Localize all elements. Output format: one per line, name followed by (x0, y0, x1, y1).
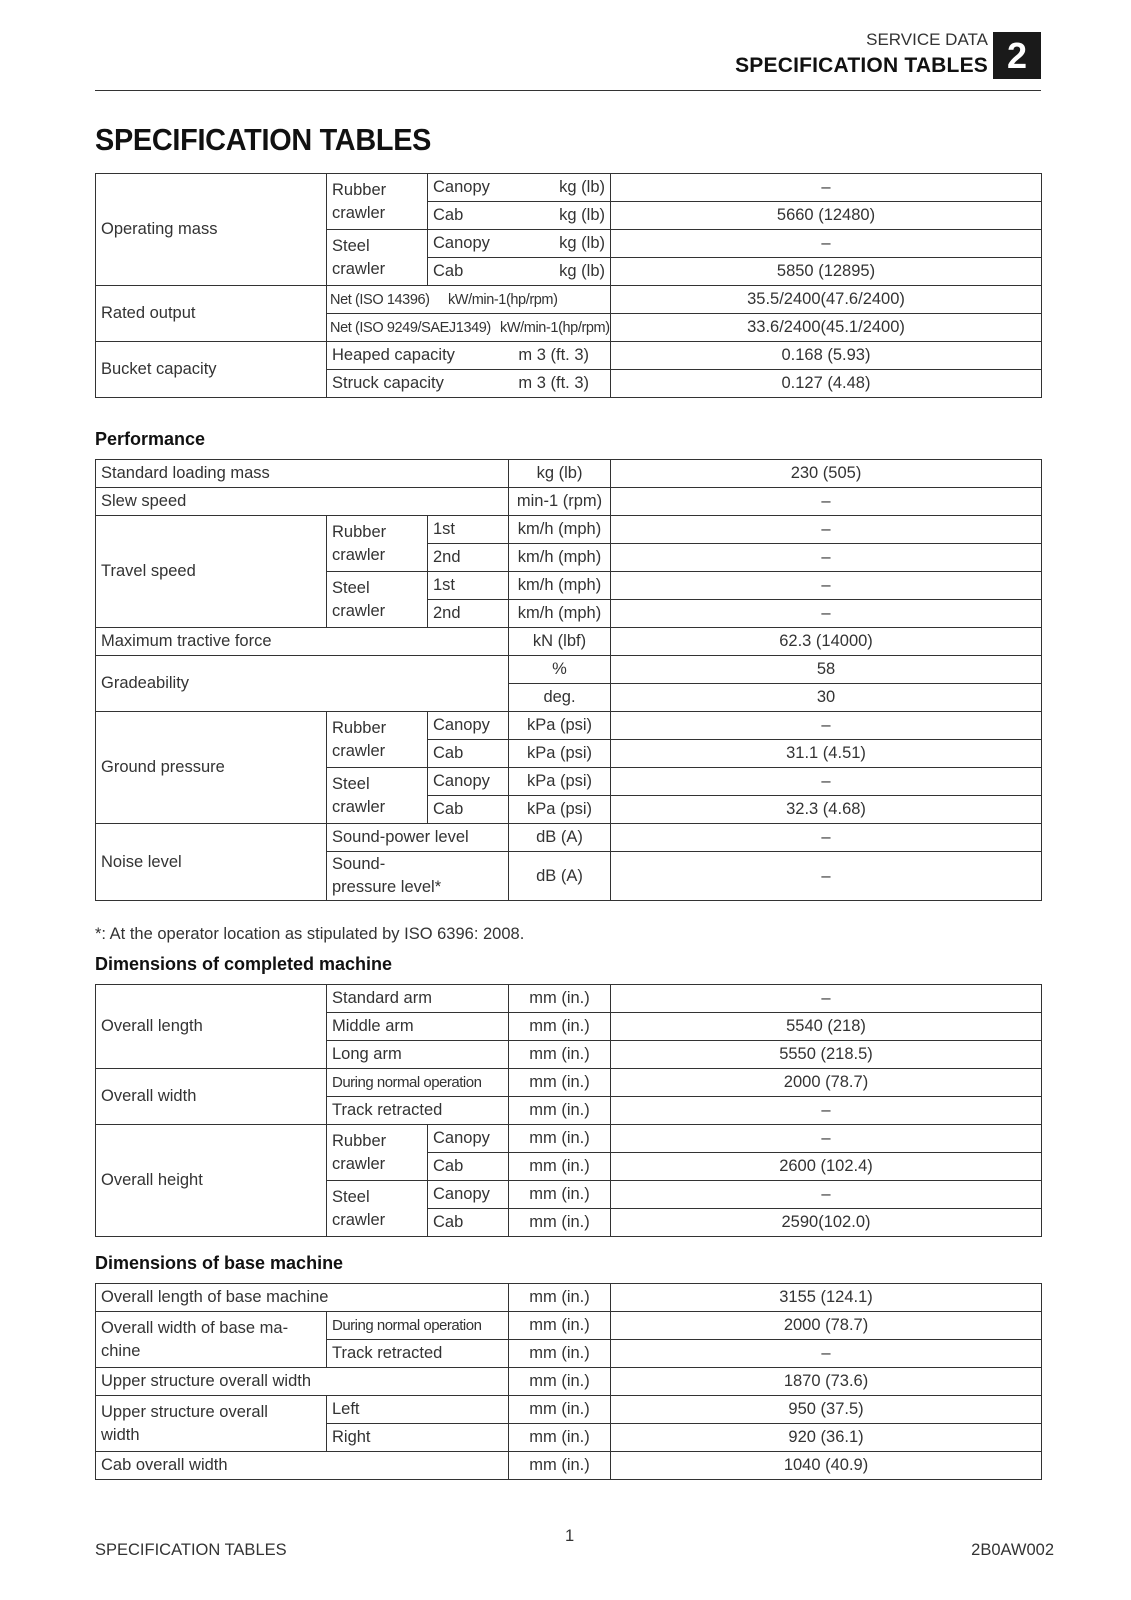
document-code: 2B0AW002 (971, 1541, 1054, 1559)
value-cell: 32.3 (4.68) (611, 796, 1042, 824)
sub-label: Canopy (428, 1181, 509, 1209)
value-cell: – (611, 1097, 1042, 1125)
unit-cell: kN (lbf) (509, 628, 611, 656)
spec-table-general (95, 173, 1042, 398)
table-row (96, 985, 1042, 1013)
value-cell: 1040 (40.9) (611, 1452, 1042, 1480)
value-cell: 5850 (12895) (611, 258, 1042, 286)
section-heading-dimensions-base: Dimensions of base machine (95, 1253, 344, 1273)
sub-label: Right (327, 1424, 509, 1452)
unit-cell: mm (in.) (509, 1368, 611, 1396)
sub-label: Canopy (428, 712, 509, 740)
table-row (96, 1069, 1042, 1097)
value-cell: 31.1 (4.51) (611, 740, 1042, 768)
value-cell: – (611, 1125, 1042, 1153)
page-number: 1 (565, 1527, 575, 1545)
unit-cell: min-1 (rpm) (509, 488, 611, 516)
table-row (96, 656, 1042, 684)
sub-label: Heaped capacity m 3 (ft. 3) (327, 342, 611, 370)
unit-cell: km/h (mph) (509, 516, 611, 544)
section-heading-performance: Performance (95, 429, 206, 449)
value-cell: – (611, 174, 1042, 202)
value-cell: – (611, 1340, 1042, 1368)
value-cell: – (611, 852, 1042, 901)
unit-cell: deg. (509, 684, 611, 712)
value-cell: – (611, 712, 1042, 740)
unit-cell: mm (in.) (509, 1284, 611, 1312)
sub-label: During normal operation (327, 1312, 509, 1340)
footer-section-title: SPECIFICATION TABLES (95, 1541, 287, 1559)
value-cell: 33.6/2400(45.1/2400) (611, 314, 1042, 342)
sub-label: Sound-power level (327, 824, 509, 852)
row-label: Upper structure overall width (96, 1368, 509, 1396)
row-label: Noise level (96, 824, 327, 901)
unit-cell: kPa (psi) (509, 740, 611, 768)
sub-label: Steel crawler (327, 768, 428, 824)
page-title: SPECIFICATION TABLES (95, 122, 432, 157)
value-cell: 62.3 (14000) (611, 628, 1042, 656)
unit-cell: km/h (mph) (509, 544, 611, 572)
value-cell: – (611, 516, 1042, 544)
unit-cell: mm (in.) (509, 1041, 611, 1069)
value-cell: – (611, 1181, 1042, 1209)
sub-label: Net (ISO 9249/SAEJ1349) kW/min-1(hp/rpm) (327, 314, 611, 342)
table-row (96, 1396, 1042, 1424)
sub-label: Track retracted (327, 1097, 509, 1125)
unit-cell: mm (in.) (509, 1340, 611, 1368)
value-cell: – (611, 544, 1042, 572)
table-row (96, 1284, 1042, 1312)
row-label: Overall width (96, 1069, 327, 1125)
unit-cell: mm (in.) (509, 1069, 611, 1097)
row-label: Rated output (96, 286, 327, 342)
row-label: Overall height (96, 1125, 327, 1237)
header-rule (95, 90, 1041, 91)
value-cell: 5660 (12480) (611, 202, 1042, 230)
sub-label: Canopy (428, 768, 509, 796)
unit-cell: kg (lb) (509, 460, 611, 488)
table-row (96, 712, 1042, 740)
value-cell: – (611, 600, 1042, 628)
unit-cell: mm (in.) (509, 985, 611, 1013)
row-label: Cab overall width (96, 1452, 509, 1480)
value-cell: 2600 (102.4) (611, 1153, 1042, 1181)
table-row (96, 1125, 1042, 1153)
spec-table-performance (95, 459, 1042, 901)
sub-label: Track retracted (327, 1340, 509, 1368)
table-row (96, 1452, 1042, 1480)
sub-label: Cab (428, 1153, 509, 1181)
sub-label: Steel crawler (327, 1181, 428, 1237)
sub-label: 1st (428, 516, 509, 544)
section-heading-dimensions-completed: Dimensions of completed machine (95, 954, 393, 974)
unit-cell: mm (in.) (509, 1209, 611, 1237)
row-label: Standard loading mass (96, 460, 509, 488)
sub-label: Rubber crawler (327, 712, 428, 768)
spec-table-dimensions-base (95, 1283, 1042, 1480)
value-cell: 230 (505) (611, 460, 1042, 488)
table-row (96, 174, 1042, 202)
unit-cell: mm (in.) (509, 1181, 611, 1209)
value-cell: 950 (37.5) (611, 1396, 1042, 1424)
value-cell: 3155 (124.1) (611, 1284, 1042, 1312)
sub-label: 2nd (428, 600, 509, 628)
value-cell: 30 (611, 684, 1042, 712)
row-label: Upper structure overall width (96, 1396, 327, 1452)
unit-cell: kPa (psi) (509, 768, 611, 796)
row-label: Ground pressure (96, 712, 327, 824)
unit-cell: mm (in.) (509, 1125, 611, 1153)
table-row (96, 1312, 1042, 1340)
sub-label: During normal operation (327, 1069, 509, 1097)
value-cell: – (611, 488, 1042, 516)
unit-cell: mm (in.) (509, 1424, 611, 1452)
sub-label: Cab (428, 796, 509, 824)
sub-label: Rubber crawler (327, 516, 428, 572)
unit-cell: mm (in.) (509, 1396, 611, 1424)
value-cell: 5550 (218.5) (611, 1041, 1042, 1069)
unit-cell: mm (in.) (509, 1312, 611, 1340)
value-cell: 2000 (78.7) (611, 1312, 1042, 1340)
unit-cell: mm (in.) (509, 1013, 611, 1041)
row-label: Maximum tractive force (96, 628, 509, 656)
unit-cell: mm (in.) (509, 1097, 611, 1125)
sub-label: Rubber crawler (327, 1125, 428, 1181)
sub-label: Canopy (428, 1125, 509, 1153)
footnote: *: At the operator location as stipulated by ISO 6396: 2008. (95, 925, 525, 943)
table-row (96, 824, 1042, 852)
table-row (96, 628, 1042, 656)
unit-cell: dB (A) (509, 852, 611, 901)
table-row (96, 516, 1042, 544)
unit-cell: Cab kg (lb) (428, 202, 611, 230)
table-row (96, 460, 1042, 488)
unit-cell: mm (in.) (509, 1452, 611, 1480)
sub-label: 2nd (428, 544, 509, 572)
row-label: Overall length of base machine (96, 1284, 509, 1312)
unit-cell: Cab kg (lb) (428, 258, 611, 286)
header-section: SERVICE DATA (866, 30, 988, 49)
table-row (96, 488, 1042, 516)
sub-label: Struck capacity m 3 (ft. 3) (327, 370, 611, 398)
unit-cell: Canopy kg (lb) (428, 230, 611, 258)
unit-cell: % (509, 656, 611, 684)
row-label: Slew speed (96, 488, 509, 516)
sub-label: Cab (428, 740, 509, 768)
row-label: Travel speed (96, 516, 327, 628)
value-cell: 58 (611, 656, 1042, 684)
unit-cell: kPa (psi) (509, 796, 611, 824)
unit-cell: mm (in.) (509, 1153, 611, 1181)
row-label: Gradeability (96, 656, 509, 712)
chapter-number: 2 (993, 32, 1041, 79)
unit-cell: dB (A) (509, 824, 611, 852)
value-cell: – (611, 572, 1042, 600)
sub-label: Left (327, 1396, 509, 1424)
value-cell: 2590(102.0) (611, 1209, 1042, 1237)
value-cell: 5540 (218) (611, 1013, 1042, 1041)
unit-cell: km/h (mph) (509, 572, 611, 600)
unit-cell: kPa (psi) (509, 712, 611, 740)
value-cell: – (611, 985, 1042, 1013)
unit-cell: km/h (mph) (509, 600, 611, 628)
sub-label: Middle arm (327, 1013, 509, 1041)
sub-label: Standard arm (327, 985, 509, 1013)
sub-label: Cab (428, 1209, 509, 1237)
table-row (96, 286, 1042, 314)
value-cell: 2000 (78.7) (611, 1069, 1042, 1097)
sub-label: Steel crawler (327, 230, 428, 286)
spec-table-dimensions-completed (95, 984, 1042, 1237)
sub-label: Steel crawler (327, 572, 428, 628)
value-cell: 0.127 (4.48) (611, 370, 1042, 398)
value-cell: – (611, 230, 1042, 258)
value-cell: 1870 (73.6) (611, 1368, 1042, 1396)
sub-label: Net (ISO 14396) kW/min-1(hp/rpm) (327, 286, 611, 314)
table-row (96, 1368, 1042, 1396)
unit-cell: Canopy kg (lb) (428, 174, 611, 202)
row-label: Overall width of base ma- chine (96, 1312, 327, 1368)
value-cell: 0.168 (5.93) (611, 342, 1042, 370)
sub-label: Long arm (327, 1041, 509, 1069)
value-cell: – (611, 768, 1042, 796)
table-row (96, 342, 1042, 370)
value-cell: 920 (36.1) (611, 1424, 1042, 1452)
row-label: Overall length (96, 985, 327, 1069)
value-cell: – (611, 824, 1042, 852)
sub-label: Sound-pressure level* (327, 852, 509, 901)
row-label: Bucket capacity (96, 342, 327, 398)
value-cell: 35.5/2400(47.6/2400) (611, 286, 1042, 314)
sub-label: Rubber crawler (327, 174, 428, 230)
row-label: Operating mass (96, 174, 327, 286)
header-title: SPECIFICATION TABLES (735, 54, 988, 77)
sub-label: 1st (428, 572, 509, 600)
